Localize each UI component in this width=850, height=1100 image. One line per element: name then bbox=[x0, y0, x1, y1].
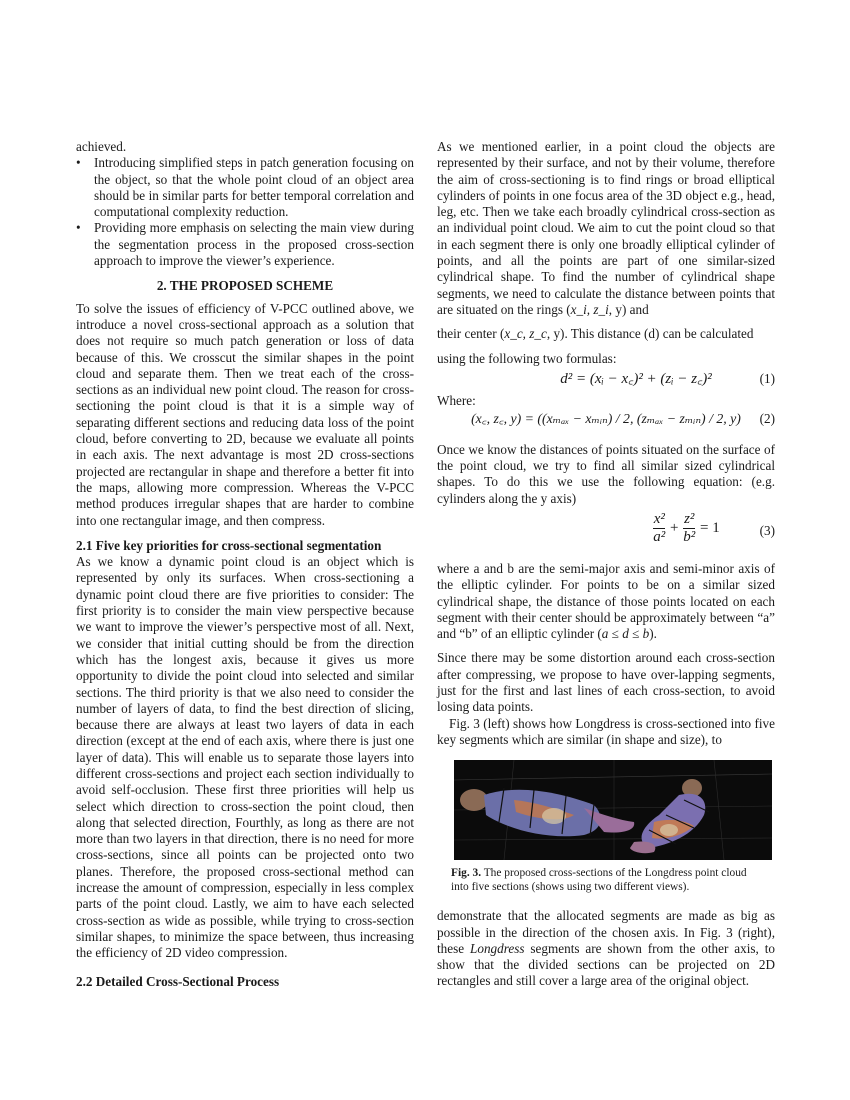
paragraph-fig3-ref: Fig. 3 (left) shows how Longdress is cross-sectioned into five key segments which are similar (in shape and size), to bbox=[437, 715, 775, 747]
figure-3-image bbox=[454, 760, 772, 860]
equation-number: (1) bbox=[759, 370, 775, 386]
paragraph-cross-section-aim: As we mentioned earlier, in a point cloud the objects are represented by their surface, and not by their volume, therefore the aim of cross-sectioning is to find rings or broad elliptical cylinders of points in one focus area of the 3D object e.g., head, leg, etc. Then we take each broadly cylindrical cross-section as an individual point cloud. We aim to cut the point cloud so that in each segment there is only one broadly elliptical cylinder of points, and all the points are part of one similar-sized cylindrical shape. To find the number of cylindrical shape segments, we need to calculate the distance between points that are situated on the rings (x_i, z_i, y) and bbox=[437, 139, 775, 317]
contribution-list bbox=[76, 155, 414, 269]
equation-3: $\frac{\text{x²}}{\text{a²}}$ + $\frac{\text{z²}}{\text{b²}}$ = 1 (3) bbox=[653, 510, 775, 545]
paragraph-priorities: As we know a dynamic point cloud is an object which is represented by only its surfaces. When cross-sectioning a dynamic point cloud there are five priorities to consider: The first priority is to consider the main view perspective because we want to improve the viewer’s perspective most of all. Next, we consider that initial cutting should be from the direction which has the longest axis, because it gives us more opportunity to divide the point cloud into selected and similar sections. The third priority is that we also need to consider the number of layers of data, to find the best direction of slicing, because there are always at least two layers of data in each direction (except at the end of each axis, where there is just one layer of data). This will enable us to separate those layers into different cross-sections and project each section individually to avoid self-occlusion. These first three priorities will help us select which direction to cross-section the point cloud, then along that selected direction, Fourthly, as long as there are not more than two layers in that direction, there is no need for more cross-sections, since all points can be projected onto two planes. Therefore, the proposed cross-sectional method can increase the amount of compression, especially in less complex parts of the point cloud. Lastly, we aim to have each selected cross-section as wide as possible, while trying to cross-section similar shapes, to minimize the space between, thus increasing the efficiency of 2D video compression. bbox=[76, 554, 414, 961]
right-column bbox=[437, 139, 775, 990]
equation-number: (3) bbox=[759, 522, 775, 538]
paragraph-semi-axes: where a and b are the semi-major axis and semi-minor axis of the elliptic cylinder. For points to be on a similar sized cylindrical shape, the distance of those points located on each segment with their center should be approximately between “a” and “b” of an elliptic cylinder (a ≤ d ≤ b). bbox=[437, 560, 775, 642]
equation-2: (x꜀, z꜀, y) = ((xₘₐₓ − xₘᵢₙ) / 2, (zₘₐₓ − zₘᵢₙ) / 2, y) (2) bbox=[471, 411, 775, 427]
paragraph-overlap: Since there may be some distortion around each cross-section after compressing, we propose to have over-lapping segments, just for the first and last lines of each cross-section, to avoid losing data points. bbox=[437, 650, 775, 715]
paragraph-center: their center (x_c, z_c, y). This distance (d) can be calculated bbox=[437, 326, 754, 342]
where-label: Where: bbox=[437, 393, 476, 409]
paragraph-achieved: achieved. bbox=[76, 139, 127, 154]
paragraph-demonstrate: demonstrate that the allocated segments are made as big as possible in the direction of the chosen axis. In Fig. 3 (right), these Longdress segments are shown from the other axis, to show that the divided sections can be projected on 2D rectangles and still cover a large area of the original object. bbox=[437, 908, 775, 989]
subsection-heading-2-2: 2.2 Detailed Cross-Sectional Process bbox=[76, 973, 280, 989]
equation-number: (2) bbox=[759, 411, 775, 427]
fraction-z2-b2: $\frac{\text{z²}}{\text{b²}}$ bbox=[683, 510, 696, 545]
equation-1: d² = (xᵢ − x꜀)² + (zᵢ − z꜀)² (1) bbox=[560, 370, 775, 387]
paragraph-formulas-intro: using the following two formulas: bbox=[437, 350, 617, 366]
paragraph-intro: To solve the issues of efficiency of V-PCC outlined above, we introduce a novel cross-sectional approach as a solution that does not require so much patch generation or loss of data because of this. We crosscut the similar shapes in the point cloud and separate them. Then we treat each of the cross-sections as an individual new point cloud. The reason for cross-sectioning the point cloud is that it is a simple way of separating different sections and reducing data loss of the point cloud, before converting to 2D, because we evaluate all points in each axis. The next advantage is most 2D cross-sections projected are rectangular in shape and therefore a better fit into the maps, allowing more compression. Whereas the V-PCC method produces irregular shapes that are harder to combine into one rectangular image, and then compress. bbox=[76, 300, 414, 528]
paragraph-distances: Once we know the distances of points situated on the surface of the point cloud, we try to find all similar sized cylindrical shapes. To do this we use the following equation: (e.g. cylinders along the y axis) bbox=[437, 441, 775, 506]
list-item: • Introducing simplified steps in patch generation focusing on the object, so that the whole point cloud of an object area should be in similar parts for better temporal correlation and computational complexity reduction. bbox=[76, 155, 414, 220]
section-heading: 2. THE PROPOSED SCHEME bbox=[156, 278, 334, 294]
fraction-x2-a2: $\frac{\text{x²}}{\text{a²}}$ bbox=[653, 510, 666, 545]
bullet-icon: • bbox=[76, 220, 81, 236]
left-column bbox=[76, 139, 414, 990]
longdress-point-cloud-image bbox=[454, 760, 772, 860]
subsection-heading-2-1: 2.1 Five key priorities for cross-sectional segmentation bbox=[76, 537, 382, 553]
figure-3-caption: Fig. 3. The proposed cross-sections of the Longdress point cloud into five sections (shows using two different views). bbox=[451, 867, 747, 894]
bullet-icon: • bbox=[76, 155, 81, 171]
list-item: • Providing more emphasis on selecting the main view during the segmentation process in the proposed cross-section approach to improve the viewer’s experience. bbox=[76, 220, 414, 269]
